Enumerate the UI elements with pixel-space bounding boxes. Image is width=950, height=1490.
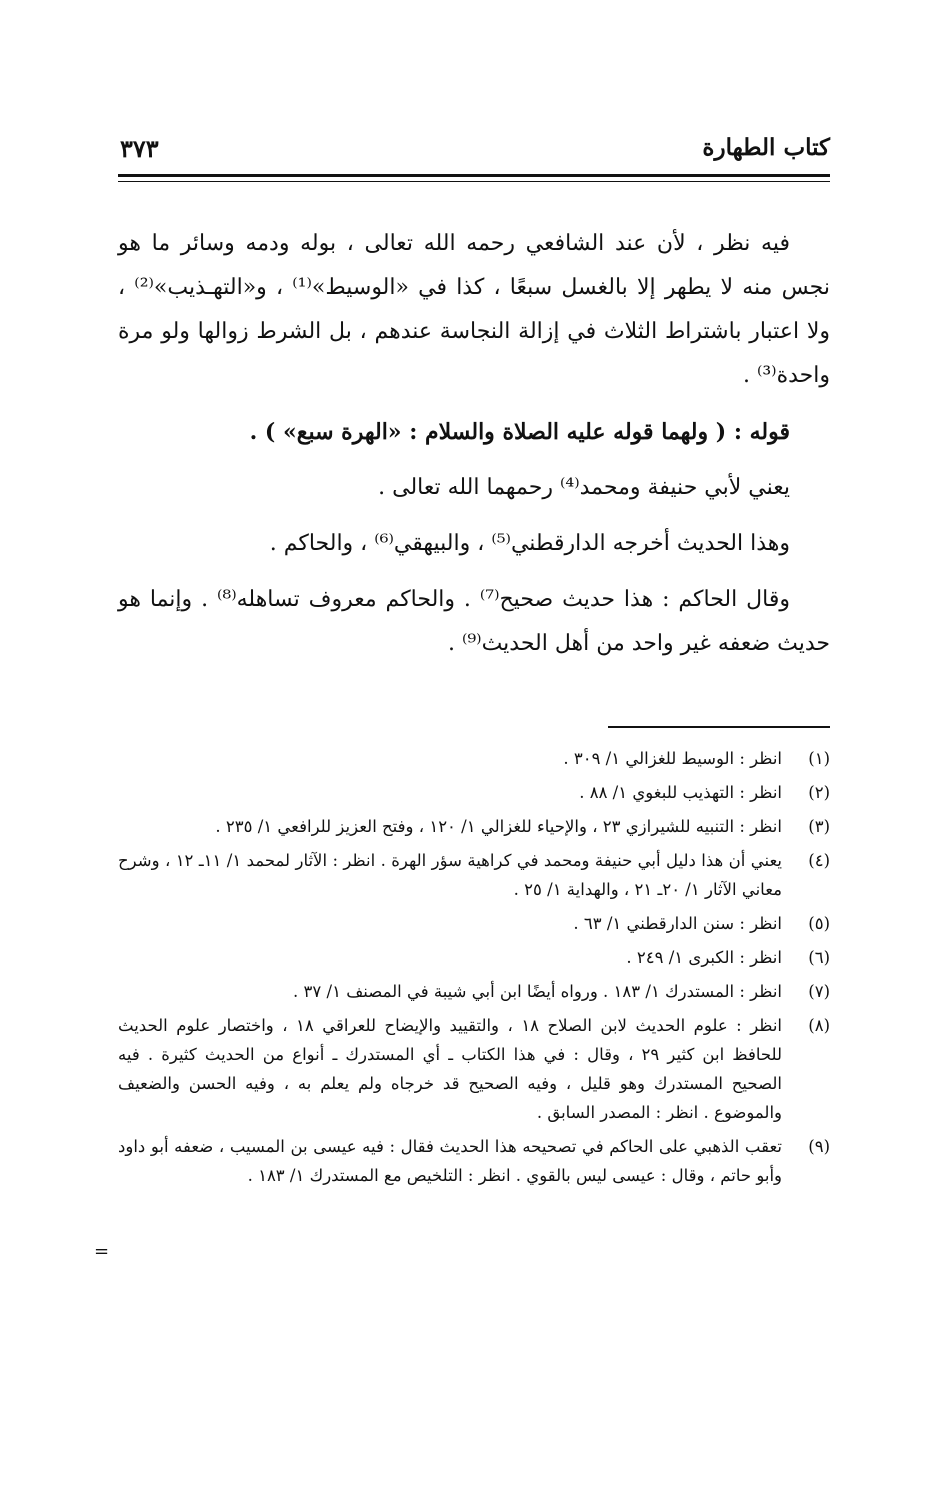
footnote-number: (٨) [808,1016,830,1035]
footnote [118,846,830,904]
footnote [118,744,830,773]
footnote-text: انظر : الكبرى ١/ ٢٤٩ . [626,948,782,967]
main-text [118,222,830,666]
page-number: ٣٧٣ [120,134,159,163]
header-rule-thick [118,174,830,177]
footnote [118,909,830,938]
footnote-number: (١) [808,749,830,768]
footnote-text: تعقب الذهبي على الحاكم في تصحيحه هذا الحديث فقال : فيه عيسى بن المسيب ، ضعفه أبو داود وأبو حاتم ، وقال : عيسى ليس بالقوي . انظر : التلخيص مع المستدرك ١/ ١٨٣ . [118,1137,782,1185]
footnote-text: انظر : سنن الدارقطني ١/ ٦٣ . [573,914,782,933]
footnote-number: (٧) [808,982,830,1001]
footnote-text: انظر : علوم الحديث لابن الصلاح ١٨ ، والتقييد والإيضاح للعراقي ١٨ ، واختصار علوم الحديث للحافظ ابن كثير ٢٩ ، وقال : في هذا الكتاب ـ أي المستدرك ـ أنواع من الحديث كثيرة . فيه الصحيح المستدرك وهو قليل ، وفيه الصحيح قد خرجاه ولم يعلم به ، وفيه الحسن والضعيف والموضوع . انظر : المصدر السابق . [118,1016,783,1122]
footnote-number: (٤) [808,851,830,870]
paragraph: فيه نظر ، لأن عند الشافعي رحمه الله تعالى ، بوله ودمه وسائر ما هو نجس منه لا يطهر إلا بالغسل سبعًا ، كذا في «الوسيط»⁽¹⁾ ، و«التهـذيب»⁽²⁾ ، ولا اعتبار باشتراط الثلاث في إزالة النجاسة عندهم ، بل الشرط زوالها ولو مرة واحدة⁽³⁾ . [118,231,830,388]
paragraph-quote: قوله : ( ولهما قوله عليه الصلاة والسلام : «الهرة سبع» ) . [249,419,790,445]
footnote-number: (٦) [808,948,830,967]
footnote-number: (٩) [808,1137,830,1156]
paragraph: وقال الحاكم : هذا حديث صحيح⁽⁷⁾ . والحاكم معروف تساهله⁽⁸⁾ . وإنما هو حديث ضعفه غير واحد من أهل الحديث⁽⁹⁾ . [118,587,830,656]
footnote-text: يعني أن هذا دليل أبي حنيفة ومحمد في كراهية سؤر الهرة . انظر : الآثار لمحمد ١/ ١١ـ ١٢ ، وشرح معاني الآثار ١/ ٢٠ـ ٢١ ، والهداية ١/ ٢٥ . [118,851,782,899]
footnote [118,1132,830,1190]
header-rule-thin [118,181,830,182]
footnote [118,1011,830,1127]
footnote-text: انظر : الوسيط للغزالي ١/ ٣٠٩ . [563,749,782,768]
continuation-mark: = [94,1241,110,1262]
running-header [118,128,830,168]
footnote-text: انظر : المستدرك ١/ ١٨٣ . ورواه أيضًا ابن أبي شيبة في المصنف ١/ ٣٧ . [293,982,782,1001]
footnote-text: انظر : التنبيه للشيرازي ٢٣ ، والإحياء للغزالي ١/ ١٢٠ ، وفتح العزيز للرافعي ١/ ٢٣٥ . [215,817,782,836]
footnote [118,943,830,972]
paragraph: يعني لأبي حنيفة ومحمد⁽⁴⁾ رحمهما الله تعالى . [378,475,790,500]
footnote-number: (٣) [808,817,830,836]
footnote-number: (٥) [808,914,830,933]
footnote [118,812,830,841]
footnotes [118,744,830,1195]
footnote-text: انظر : التهذيب للبغوي ١/ ٨٨ . [579,783,782,802]
footnote [118,778,830,807]
footnote-number: (٢) [808,783,830,802]
footnote-separator [608,726,830,728]
footnote [118,977,830,1006]
chapter-title: كتاب الطهارة [702,134,830,161]
paragraph: وهذا الحديث أخرجه الدارقطني⁽⁵⁾ ، والبيهقي⁽⁶⁾ ، والحاكم . [269,531,790,556]
